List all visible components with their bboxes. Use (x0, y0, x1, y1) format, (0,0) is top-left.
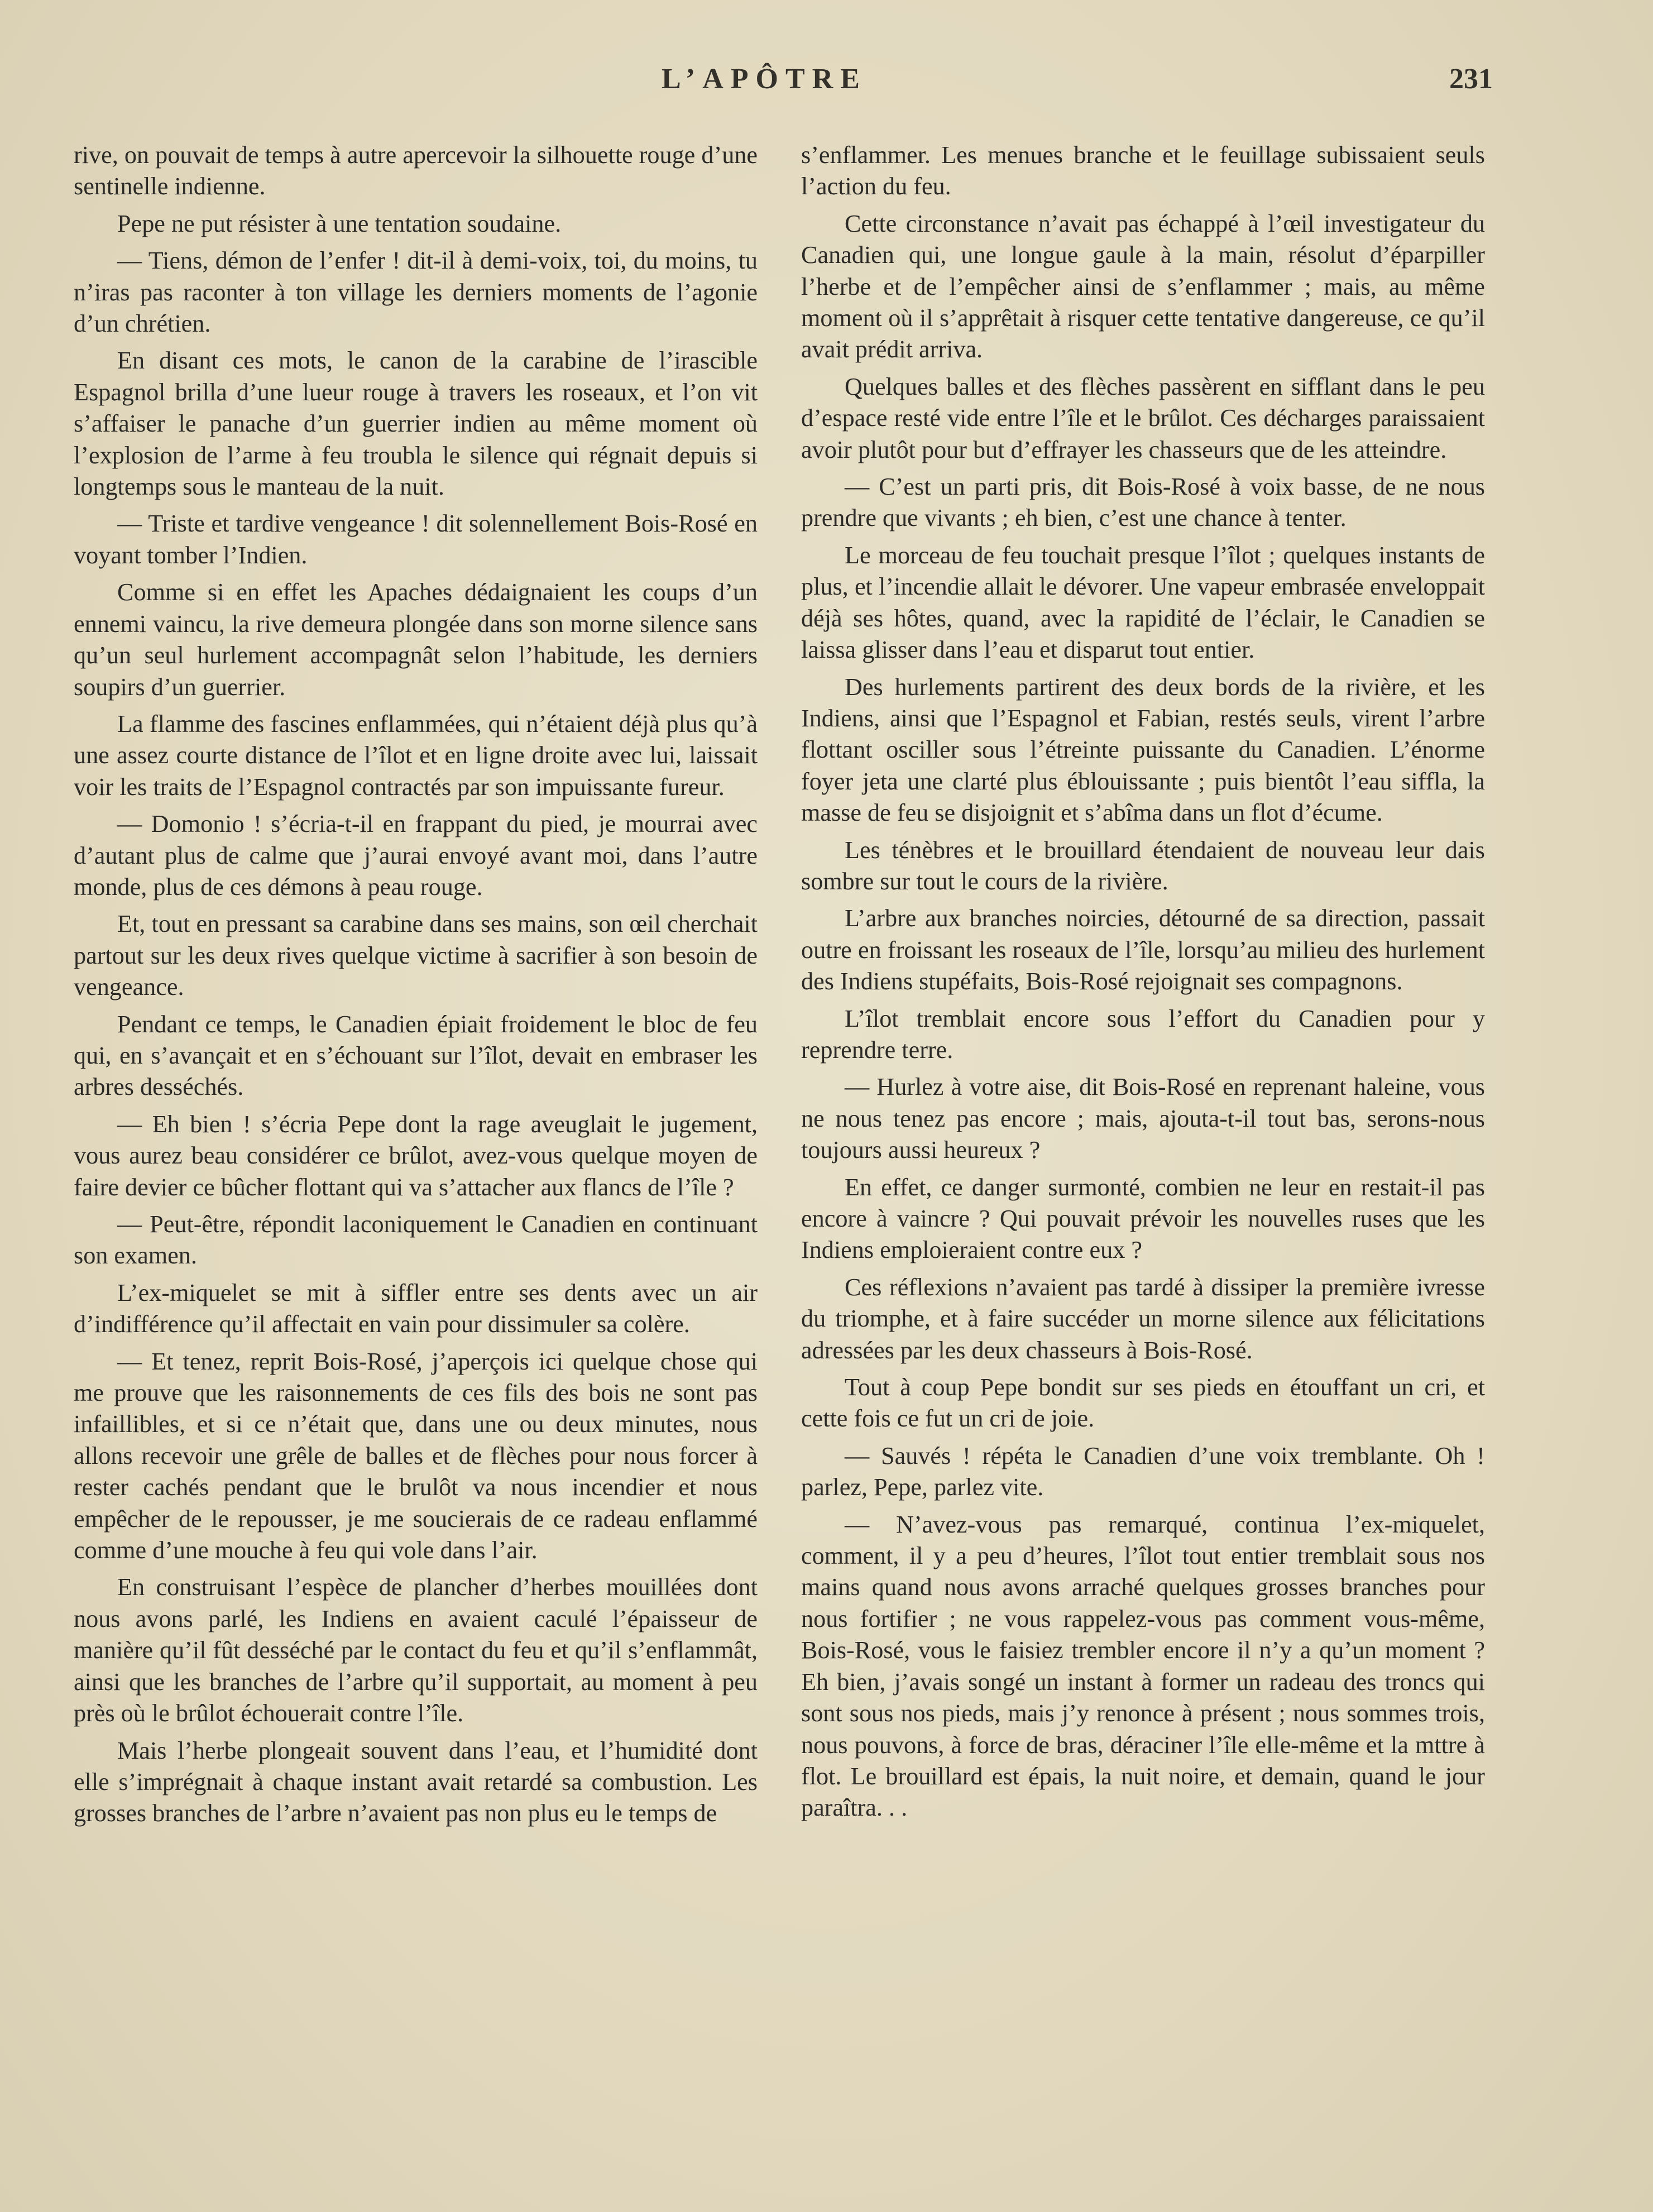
paragraph: Et, tout en pressant sa carabine dans ses mains, son œil cherchait partout sur les deux rives quelque victime à sacrifier à son besoin de vengeance. (74, 910, 758, 1001)
paragraph: — Domonio ! s’écria-t-il en frappant du pied, je mourrai avec d’autant plus de calme que j’aurai envoyé avant moi, dans l’autre monde, plus de ces démons à peau rouge. (74, 810, 758, 901)
paragraph: La flamme des fascines enflammées, qui n’étaient déjà plus qu’à une assez courte distance de l’îlot et en ligne droite avec lui, laissait voir les traits de l’Espagnol contractés par son impuissante fureur. (74, 710, 758, 801)
paragraph: Ces réflexions n’avaient pas tardé à dissiper la première ivresse du triomphe, et à faire succéder un morne silence aux félicitations adressées par les deux chasseurs à Bois-Rosé. (801, 1273, 1485, 1364)
paragraph: Quelques balles et des flèches passèrent en sifflant dans le peu d’espace resté vide entre l’île et le brûlot. Ces décharges paraissaient avoir plutôt pour but d’effrayer les chasseurs que de les atteindre. (801, 372, 1485, 463)
paragraph: L’arbre aux branches noircies, détourné de sa direction, passait outre en froissant les roseaux de l’île, lorsqu’au milieu des hurlement des Indiens stupéfaits, Bois-Rosé rejoignait ses compagnons. (801, 904, 1485, 995)
paragraph: — Et tenez, reprit Bois-Rosé, j’aperçois ici quelque chose qui me prouve que les raisonnements de ces fils des bois ne sont pas infaillibles, et si ce n’était que, dans une ou deux minutes, nous allons recevoir une grêle de balles et de flèches pour nous forcer à rester cachés pendant que le brulôt va nous incendier et nous empêcher de le repousser, je me soucierais de ce radeau enflammé comme d’une mouche à feu qui vole dans l’air. (74, 1347, 758, 1564)
paragraph: Des hurlements partirent des deux bords de la rivière, et les Indiens, ainsi que l’Espagnol et Fabian, restés seuls, virent l’arbre flottant osciller sous l’étreinte puissante du Canadien. L’énorme foyer jeta une clarté plus éblouissante ; puis bientôt l’eau siffla, la masse de feu se disjoignit et s’abîma dans un flot d’écume. (801, 673, 1485, 827)
right-text-column (801, 140, 1485, 1830)
paragraph: Le morceau de feu touchait presque l’îlot ; quelques instants de plus, et l’incendie allait le dévorer. Une vapeur embrasée enveloppait déjà ses hôtes, quand, avec la rapidité de l’éclair, le Canadien se laissa glisser dans l’eau et disparut tout entier. (801, 541, 1485, 664)
paragraph: Cette circonstance n’avait pas échappé à l’œil investigateur du Canadien qui, une longue gaule à la main, résolut d’éparpiller l’herbe et de l’empêcher ainsi de s’enflammer ; mais, au même moment où il s’apprêtait à risquer cette tentative dangereuse, ce qu’il avait prédit arriva. (801, 209, 1485, 363)
page-number: 231 (1449, 63, 1493, 95)
paragraph: — C’est un parti pris, dit Bois-Rosé à voix basse, de ne nous prendre que vivants ; eh bien, c’est une chance à tenter. (801, 473, 1485, 532)
running-title: L’APÔTRE (662, 63, 867, 95)
paragraph: — Triste et tardive vengeance ! dit solennellement Bois-Rosé en voyant tomber l’Indien. (74, 510, 758, 569)
paragraph: — Sauvés ! répéta le Canadien d’une voix tremblante. Oh ! parlez, Pepe, parlez vite. (801, 1442, 1485, 1501)
paragraph: Pepe ne put résister à une tentation soudaine. (117, 209, 562, 237)
left-text-column (74, 140, 758, 1835)
paragraph: Les ténèbres et le brouillard étendaient de nouveau leur dais sombre sur tout le cours de la rivière. (801, 836, 1485, 895)
paragraph: — Peut-être, répondit laconiquement le Canadien en continuant son examen. (74, 1210, 758, 1270)
paragraph: L’ex-miquelet se mit à siffler entre ses dents avec un air d’indifférence qu’il affectait en vain pour dissimuler sa colère. (74, 1279, 758, 1338)
paragraph: Pendant ce temps, le Canadien épiait froidement le bloc de feu qui, en s’avançait et en s’échouant sur l’îlot, devait en embraser les arbres desséchés. (74, 1010, 758, 1101)
paragraph: — N’avez-vous pas remarqué, continua l’ex-miquelet, comment, il y a peu d’heures, l’îlot tout entier tremblait sous nos mains quand nous avons arraché quelques grosses branches pour nous fortifier ; ne vous rappelez-vous pas comment vous-même, Bois-Rosé, vous le faisiez trembler encore il n’y a qu’un moment ? Eh bien, j’avais songé un instant à former un radeau des troncs qui sont sous nos pieds, mais j’y renonce à présent ; nous sommes trois, nous pouvons, à force de bras, déraciner l’île elle-même et la mttre à flot. Le brouillard est épais, la nuit noire, et demain, quand le jour paraîtra. . . (801, 1510, 1485, 1822)
paragraph: En disant ces mots, le canon de la carabine de l’irascible Espagnol brilla d’une lueur rouge à travers les roseaux, et l’on vit s’affaiser le panache d’un guerrier indien au même moment où l’explosion de l’arme à feu troubla le silence qui régnait depuis si longtemps sous le manteau de la nuit. (74, 347, 758, 501)
paragraph: L’îlot tremblait encore sous l’effort du Canadien pour y reprendre terre. (801, 1004, 1485, 1064)
paragraph: — Tiens, démon de l’enfer ! dit-il à demi-voix, toi, du moins, tu n’iras pas raconter à ton village les derniers moments de l’agonie d’un chrétien. (74, 247, 758, 338)
paragraph: rive, on pouvait de temps à autre apercevoir la silhouette rouge d’une sentinelle indienne. (74, 141, 758, 200)
paragraph: En effet, ce danger surmonté, combien ne leur en restait-il pas encore à vaincre ? Qui pouvait prévoir les nouvelles ruses que les Indiens emploieraient contre eux ? (801, 1173, 1485, 1264)
paragraph: — Hurlez à votre aise, dit Bois-Rosé en reprenant haleine, vous ne nous tenez pas encore ; mais, ajouta-t-il tout bas, serons-nous toujours aussi heureux ? (801, 1073, 1485, 1164)
paragraph: En construisant l’espèce de plancher d’herbes mouillées dont nous avons parlé, les Indiens en avaient caculé l’épaisseur de manière qu’il fût desséché par le contact du feu et qu’il s’enflammât, ainsi que les branches de l’arbre qu’il supportait, au moment à peu près où le brûlot échouerait contre l’île. (74, 1573, 758, 1727)
paragraph: s’enflammer. Les menues branche et le feuillage subissaient seuls l’action du feu. (801, 141, 1485, 200)
paragraph: Comme si en effet les Apaches dédaignaient les coups d’un ennemi vaincu, la rive demeura plongée dans son morne silence sans qu’un seul hurlement accompagnât selon l’habitude, les derniers soupirs d’un guerrier. (74, 578, 758, 701)
paragraph: Tout à coup Pepe bondit sur ses pieds en étouffant un cri, et cette fois ce fut un cri de joie. (801, 1373, 1485, 1433)
paragraph: Mais l’herbe plongeait souvent dans l’eau, et l’humidité dont elle s’imprégnait à chaque instant avait retardé sa combustion. Les grosses branches de l’arbre n’avaient pas non plus eu le temps de (74, 1736, 758, 1827)
paragraph: — Eh bien ! s’écria Pepe dont la rage aveuglait le jugement, vous aurez beau considérer ce brûlot, avez-vous quelque moyen de faire devier ce bûcher flottant qui va s’attacher aux flancs de l’île ? (74, 1110, 758, 1201)
